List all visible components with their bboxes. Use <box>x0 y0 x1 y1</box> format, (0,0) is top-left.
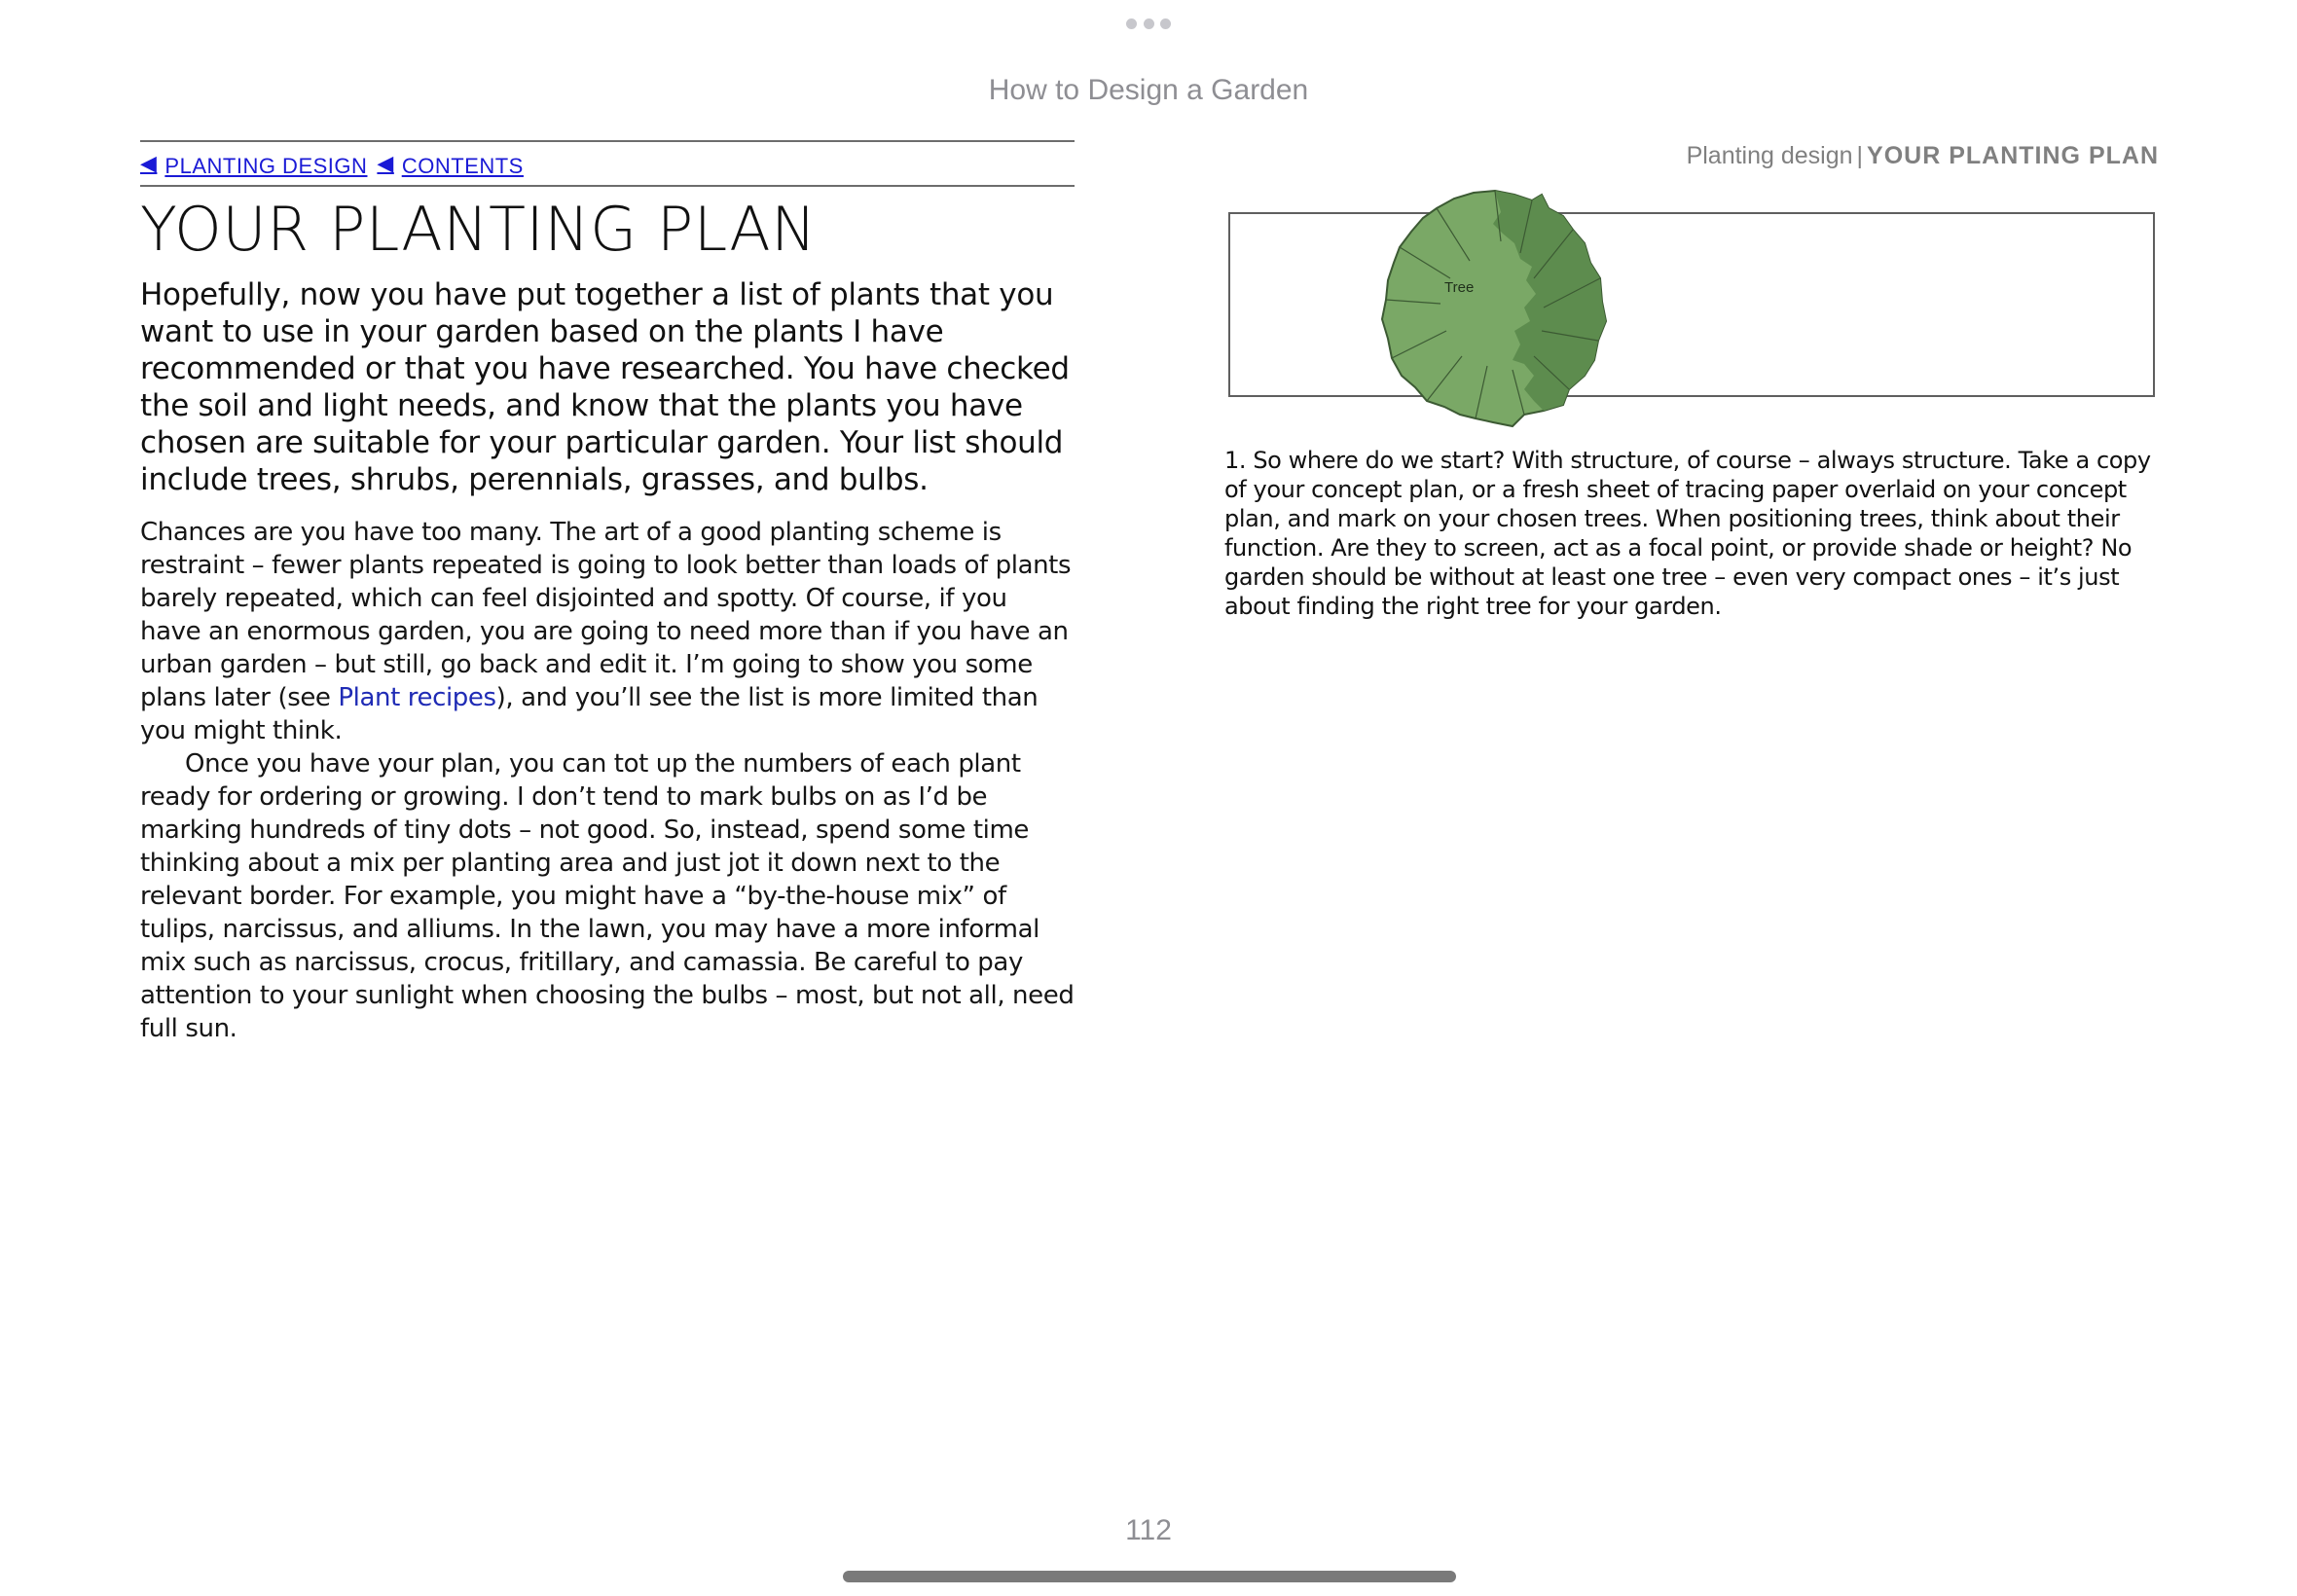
running-head-chapter: YOUR PLANTING PLAN <box>1867 142 2159 169</box>
nav-link-contents[interactable] <box>377 148 523 179</box>
intro-paragraph: Hopefully, now you have put together a list of plants that you want to use in your garden based on the plants I have recommended or that you have researched. You have checked the soil and light needs, and know that the plants you have chosen are suitable for your particular garden. Your list should include trees, shrubs, perennials, grasses, and bulbs. <box>140 277 1070 497</box>
dot <box>1160 18 1171 29</box>
plant-recipes-link[interactable]: Plant recipes <box>338 683 496 712</box>
back-triangle-icon: ◀ <box>377 151 394 175</box>
page-number[interactable]: 112 <box>1125 1514 1172 1546</box>
figure-caption: 1. So where do we start? With structure, of course – always structure. Take a copy of your concept plan, or a fresh sheet of tracing paper overlaid on your concept plan, and mark on your chosen trees. When positioning trees, think about their function. Are they to screen, act as a focal point, or provide shade or height? No garden should be without at least one tree – even very compact ones – it’s just about finding the right tree for your garden. <box>1224 447 2151 620</box>
body-paragraph: Once you have your plan, you can tot up the numbers of each plant ready for ordering or growing. I don’t tend to mark bulbs on as I’d be marking hundreds of tiny dots – not good. So, instead, spend some time thinking about a mix per planting area and just jot it down next to the relevant border. For example, you might have a “by-the-house mix” of tulips, narcissus, and alliums. In the lawn, you may have a more informal mix such as narcissus, crocus, fritillary, and camassia. Be careful to pay attention to your sunlight when choosing the bulbs – most, but not all, need full sun. <box>140 749 1075 1043</box>
book-title[interactable]: How to Design a Garden <box>988 74 1309 106</box>
nav-link-planting-design[interactable] <box>140 148 367 179</box>
tree-label: Tree <box>1444 279 1475 296</box>
tree-illustration <box>1378 185 1612 428</box>
running-head-section: Planting design <box>1686 142 1853 169</box>
chapter-title: YOUR PLANTING PLAN <box>140 194 818 265</box>
body-text-segment: Chances are you have too many. The art of a good planting scheme is restraint – fewer plants repeated is going to look better than loads of plants barely repeated, which can feel disjointed and spotty. Of course, if you have an enormous garden, you are going to need more than if you have an urban garden – but still, go back and edit it. I’m going to show you some plans later (see <box>140 518 1072 712</box>
body-paragraph <box>140 516 1075 747</box>
breadcrumb-nav <box>140 140 1075 187</box>
nav-link-label: CONTENTS <box>401 154 524 178</box>
home-indicator[interactable] <box>843 1571 1456 1582</box>
more-options-icon[interactable] <box>1126 17 1171 30</box>
body-text-segment: ), and you’ll see the list is more limited than you might think. <box>140 683 1039 745</box>
running-head-separator: | <box>1856 142 1864 169</box>
planting-plan-figure <box>1228 212 2155 397</box>
left-page <box>140 140 1075 1045</box>
running-head <box>1687 142 2159 170</box>
back-triangle-icon: ◀ <box>140 151 158 175</box>
dot <box>1144 18 1154 29</box>
dot <box>1126 18 1137 29</box>
nav-link-label: PLANTING DESIGN <box>164 154 368 178</box>
